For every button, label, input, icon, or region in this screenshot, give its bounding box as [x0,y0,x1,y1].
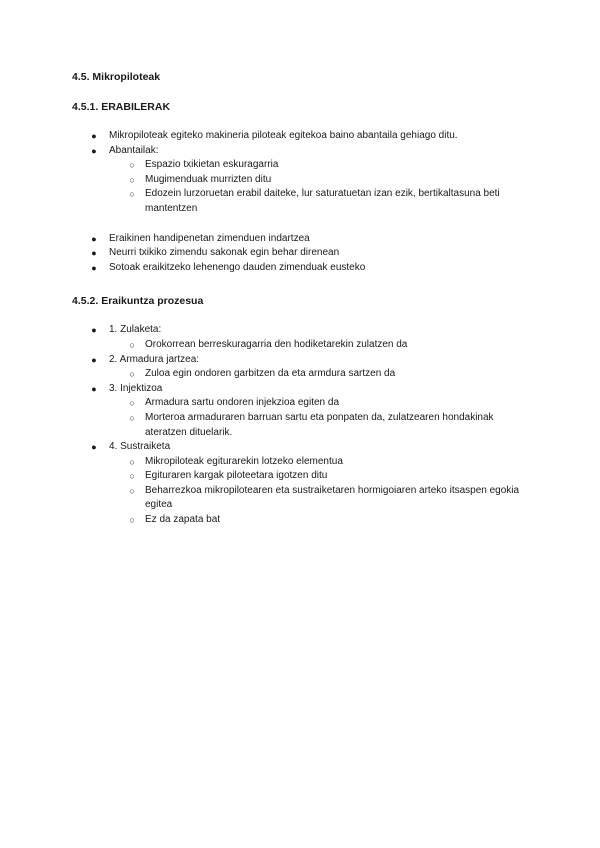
bullet-icon: ● [91,248,97,259]
list-item-text: Eraikinen handipenetan zimenduen indartzea [109,232,310,244]
bullet-icon: ● [91,131,97,141]
sub-list-item-text: Morteroa armaduraren barruan sartu eta ponpaten da, zulatzearen hondakinak ateratzen dituelarik. [145,411,494,438]
section-title: 4.5. Mikropiloteak [72,71,161,83]
sub-list-item [109,338,532,353]
sub-list-item-text: Mugimenduak murrizten ditu [145,173,272,185]
bullet-icon: ● [91,325,97,336]
uses-list [72,129,532,217]
list-item-text: Neurri txikiko zimendu sakonak egin behar direnean [109,247,340,259]
sub-list-item [109,513,532,528]
list-item [72,129,532,144]
sub-list-item-text: Zuloa egin ondoren garbitzen da eta armdura sartzen da [145,368,396,380]
sub-list-item [109,158,532,173]
circle-bullet-icon: ○ [129,412,135,423]
circle-bullet-icon: ○ [129,189,135,200]
list-item-text: Sotoak eraikitzeko lehenengo dauden zimenduak eusteko [109,261,366,273]
sub-list-item-text: Orokorrean berreskuragarria den hodiketarekin zulatzen da [145,338,408,350]
subsection-title-uses: 4.5.1. ERABILERAK [72,101,171,113]
circle-bullet-icon: ○ [129,160,135,171]
process-step-label: 2. Armadura jartzea: [109,353,200,365]
list-item-text: Mikropiloteak egiteko makineria piloteak egitekoa baino abantaila gehiago ditu. [109,130,458,141]
bullet-icon: ● [91,442,97,453]
process-step [72,323,532,352]
process-step [72,382,532,440]
sub-list-item [109,484,532,513]
list-item [72,144,532,217]
circle-bullet-icon: ○ [129,456,135,467]
process-step [72,353,532,382]
process-step-details [109,455,532,528]
bullet-icon: ● [91,383,97,394]
sub-list-item-text: Mikropiloteak egiturarekin lotzeko elementua [145,455,343,467]
process-step [72,440,532,528]
circle-bullet-icon: ○ [129,369,135,380]
bullet-icon: ● [91,145,97,156]
sub-list-item-text: Edozein lurzoruetan erabil daiteke, lur saturatuetan izan ezik, bertikaltasuna beti mantentzen [145,188,500,214]
process-step-label: 1. Zulaketa: [109,324,162,336]
circle-bullet-icon: ○ [129,339,135,350]
sub-list-item [109,396,532,411]
advantages-list [109,158,532,216]
list-item-text: Abantailak: [109,144,159,156]
process-step-details [109,396,532,440]
document-content [72,70,532,528]
process-step-label: 4. Sustraiketa [109,441,171,453]
subsection-title-process: 4.5.2. Eraikuntza prozesua [72,295,204,308]
circle-bullet-icon: ○ [129,398,135,409]
circle-bullet-icon: ○ [129,485,135,496]
sub-list-item [109,455,532,470]
process-step-details [109,338,532,353]
bullet-icon: ● [91,233,97,244]
circle-bullet-icon: ○ [129,515,135,526]
applications-list [72,232,532,276]
list-item [72,232,532,247]
list-item [72,246,532,261]
process-step-label: 3. Injektizoa [109,382,163,394]
sub-list-item [109,469,532,484]
list-item [72,261,532,276]
circle-bullet-icon: ○ [129,471,135,482]
spacer [72,217,532,232]
sub-list-item-text: Beharrezkoa mikropilotearen eta sustraiketaren hormigoiaren arteko itsaspen egokia egitea [145,484,520,511]
sub-list-item-text: Egituraren kargak piloteetara igotzen ditu [145,470,328,482]
bullet-icon: ● [91,262,97,273]
sub-list-item-text: Armadura sartu ondoren injekzioa egiten da [145,397,340,409]
process-steps-list [72,323,532,527]
bullet-icon: ● [91,354,97,365]
process-step-details [109,367,532,382]
sub-list-item [109,173,532,188]
sub-list-item [109,411,532,440]
sub-list-item-text: Ez da zapata bat [145,514,221,526]
sub-list-item [109,367,532,382]
sub-list-item [109,187,532,216]
sub-list-item-text: Espazio txikietan eskuragarria [145,159,279,171]
spacer [72,275,532,294]
circle-bullet-icon: ○ [129,174,135,185]
